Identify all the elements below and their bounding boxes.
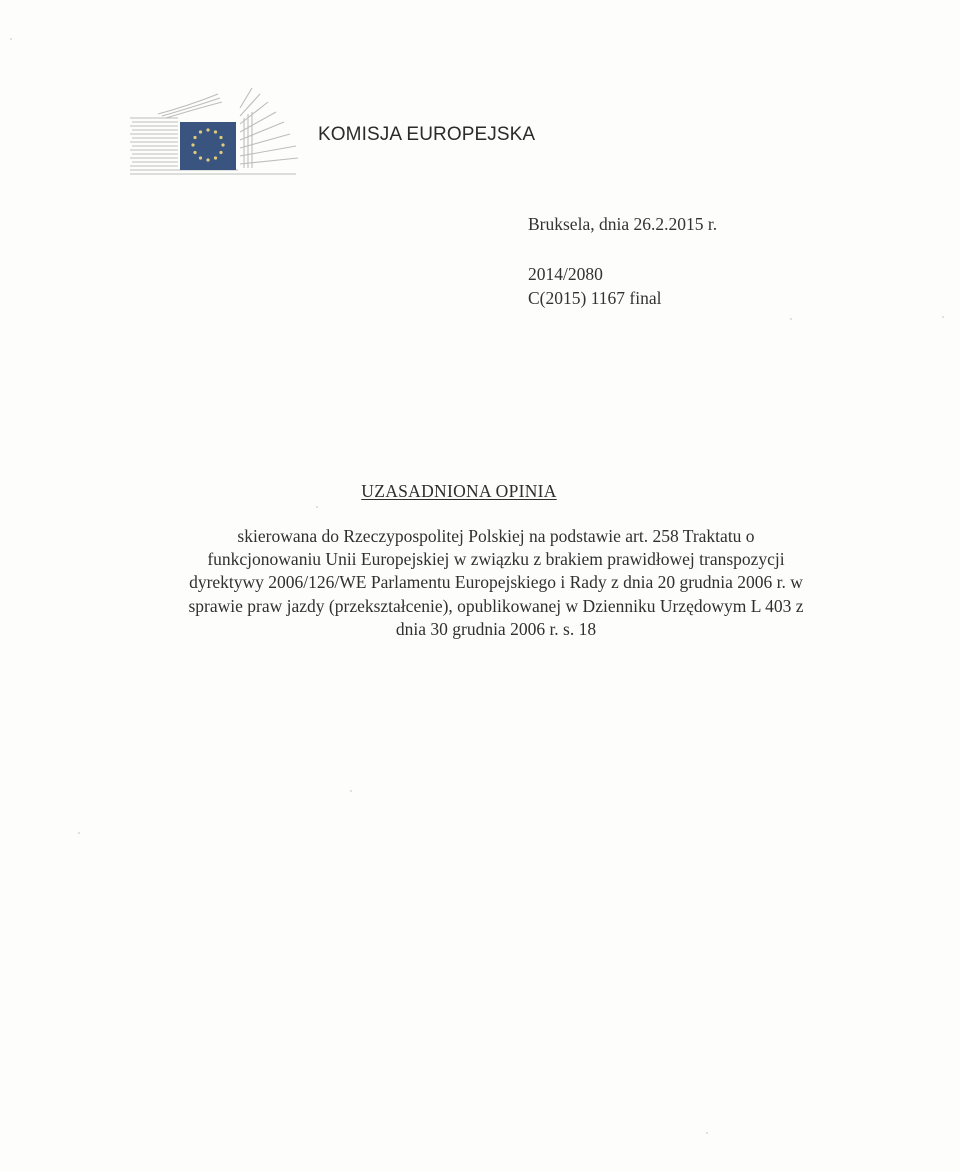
scan-speck	[78, 832, 80, 834]
subject-line: dyrektywy 2006/126/WE Parlamentu Europejskiego i Rady z dnia 20 grudnia 2006 r. w	[189, 572, 803, 593]
scan-speck	[10, 38, 12, 40]
scan-speck	[350, 790, 352, 792]
subject-line: funkcjonowaniu Unii Europejskiej w związku z brakiem prawidłowej transpozycji	[207, 549, 785, 570]
european-commission-logo-icon	[128, 88, 300, 178]
case-number: 2014/2080	[528, 264, 603, 284]
scan-speck	[706, 1132, 708, 1134]
subject-line: dnia 30 grudnia 2006 r. s. 18	[395, 618, 597, 639]
subject-line: skierowana do Rzeczypospolitej Polskiej na podstawie art. 258 Traktatu o	[237, 526, 755, 546]
document-title: UZASADNIONA OPINIA	[361, 481, 557, 501]
subject-paragraph	[96, 525, 896, 641]
reference-block	[528, 212, 717, 310]
subject-line: sprawie praw jazdy (przekształcenie), opublikowanej w Dzienniku Urzędowym L 403 z	[188, 595, 804, 616]
document-number: C(2015) 1167 final	[528, 288, 662, 308]
document-date: Bruksela, dnia 26.2.2015 r.	[528, 214, 718, 234]
institution-name: KOMISJA EUROPEJSKA	[318, 124, 536, 145]
scan-speck	[316, 506, 318, 508]
scan-speck	[942, 316, 944, 318]
scan-speck	[790, 318, 792, 320]
